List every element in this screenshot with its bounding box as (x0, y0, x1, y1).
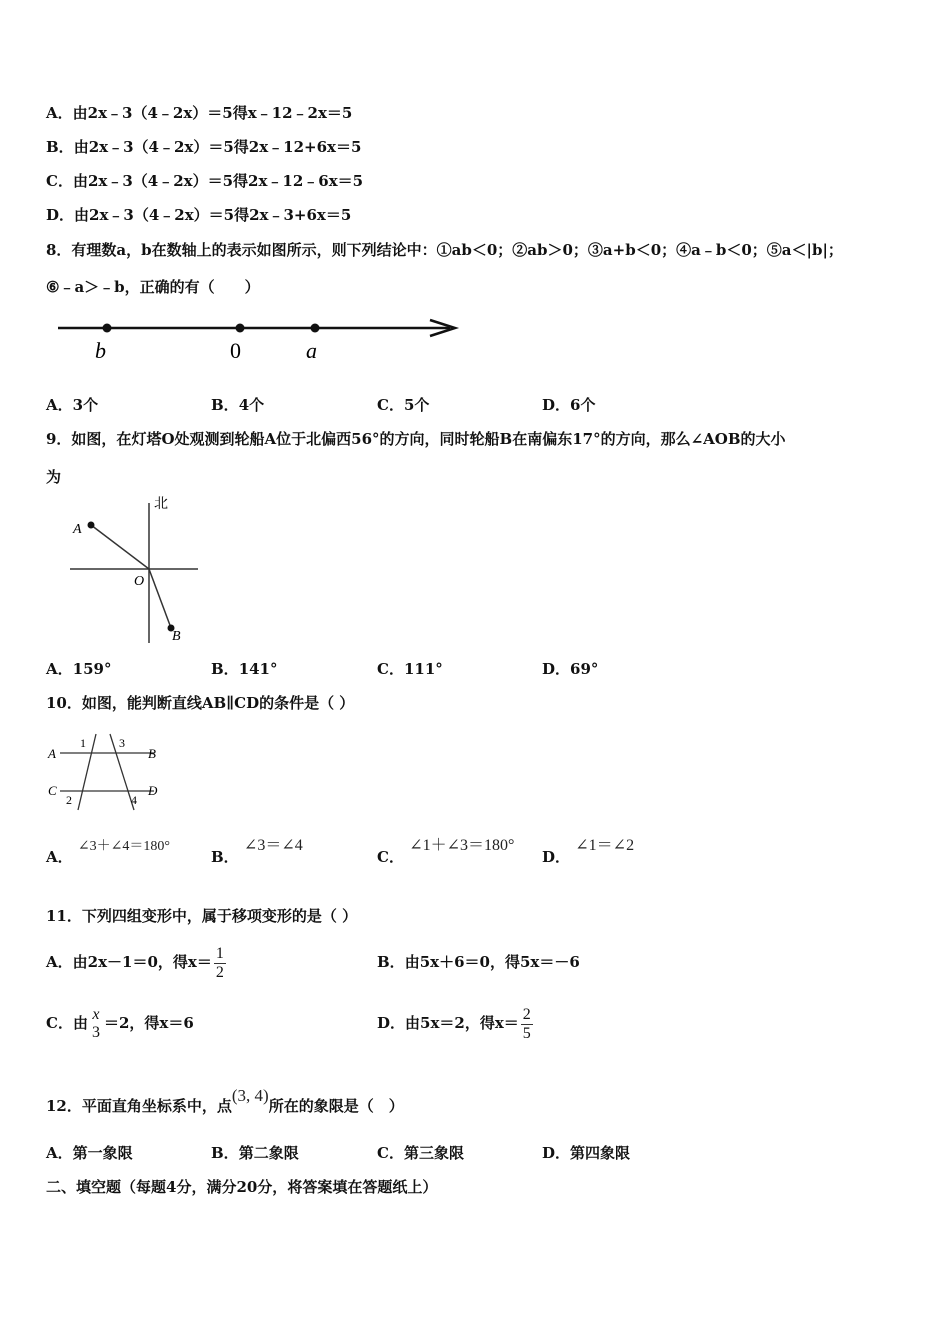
section2-title: 二、填空题（每题4分，满分20分，将答案填在答题纸上） (46, 1178, 438, 1196)
q10-option-a: A． ∠3＋∠4＝180° (46, 839, 170, 866)
angle-4-label: 4 (131, 793, 137, 807)
point-a (311, 324, 320, 333)
point-b (103, 324, 112, 333)
number-line-figure (50, 312, 470, 367)
q9-option-b: B．141° (211, 660, 278, 678)
q7-option-c: C．由2x﹣3（4﹣2x）＝5得2x﹣12﹣6x＝5 (46, 172, 364, 190)
q9-stem-line1: 9．如图，在灯塔O处观测到轮船A位于北偏西56°的方向，同时轮船B在南偏东17°的方向，那么∠AOB的大小 (46, 430, 786, 448)
q9-option-a: A．159° (46, 660, 112, 678)
point-a (88, 522, 95, 529)
q10-option-d: D． ∠1＝∠2 (542, 837, 635, 866)
q11-option-b: B．由5x＋6＝0，得5x＝－6 (377, 953, 580, 971)
q8-stem-line2: ⑥﹣a＞﹣b，正确的有（ ） (46, 278, 260, 296)
q12-stem: 12．平面直角坐标系中，点(3, 4)所在的象限是（ ） (46, 1086, 404, 1115)
q11-option-d: D．由5x＝2，得x＝ $\frac{2}{5}$ (377, 1005, 531, 1042)
label-o: O (134, 574, 145, 589)
q12-option-d: D．第四象限 (542, 1144, 631, 1162)
label-0: 0 (230, 338, 241, 363)
q10-option-a-math: ∠3＋∠4＝180° (77, 839, 170, 854)
q11-stem: 11．下列四组变形中，属于移项变形的是（ ） (46, 907, 358, 925)
q11-option-c: C．由 x 3 ＝2，得x＝6 (46, 1006, 194, 1041)
parallel-lines-figure (44, 730, 174, 815)
q7-option-d: D．由2x﹣3（4﹣2x）＝5得2x﹣3+6x＝5 (46, 206, 352, 224)
q12-option-c: C．第三象限 (377, 1144, 464, 1162)
point-0 (236, 324, 245, 333)
label-b: b (95, 338, 106, 363)
q12-point: (3, 4) (231, 1086, 269, 1105)
q11-option-a: A．由2x－1＝0，得x＝ $\frac{1}{2}$ (46, 944, 224, 981)
label-b: B (172, 629, 181, 644)
label-d: D (148, 783, 158, 798)
label-c: C (48, 783, 57, 798)
q8-option-d: D．6个 (542, 396, 596, 414)
label-north: 北 (154, 497, 168, 512)
q8-stem-line1: 8．有理数a，b在数轴上的表示如图所示，则下列结论中：①ab＜0；②ab＞0；③a+b＜0；④a﹣b＜0；⑤a＜|b|； (46, 241, 843, 259)
q10-option-c: C． ∠1＋∠3＝180° (377, 837, 515, 866)
q8-option-a: A．3个 (46, 396, 99, 414)
q10-option-c-math: ∠1＋∠3＝180° (409, 837, 515, 854)
q10-stem: 10．如图，能判断直线AB∥CD的条件是（ ） (46, 694, 355, 712)
q7-option-a: A．由2x﹣3（4﹣2x）＝5得x﹣12﹣2x＝5 (46, 104, 353, 122)
q8-option-b: B．4个 (211, 396, 265, 414)
ray-oa (91, 525, 149, 569)
q11-option-c-fraction: x 3 (91, 1006, 100, 1041)
label-a: a (306, 338, 317, 363)
lighthouse-figure (66, 493, 206, 645)
angle-1-label: 1 (80, 736, 86, 750)
q12-option-a: A．第一象限 (46, 1144, 133, 1162)
q11-option-d-fraction: $\frac{2}{5}$ (522, 1005, 531, 1042)
angle-3-label: 3 (119, 736, 125, 750)
q11-option-a-fraction: $\frac{1}{2}$ (215, 944, 224, 981)
q12-option-b: B．第二象限 (211, 1144, 299, 1162)
q9-option-d: D．69° (542, 660, 599, 678)
label-b: B (148, 746, 156, 761)
q10-option-b: B． ∠3＝∠4 (211, 837, 303, 866)
q8-option-c: C．5个 (377, 396, 430, 414)
q10-option-b-math: ∠3＝∠4 (243, 837, 303, 854)
label-a: A (73, 522, 82, 537)
angle-2-label: 2 (66, 793, 72, 807)
q9-stem-line2: 为 (46, 468, 62, 486)
q7-option-b: B．由2x﹣3（4﹣2x）＝5得2x﹣12+6x＝5 (46, 138, 362, 156)
label-a: A (48, 746, 56, 761)
ray-ob (149, 569, 171, 628)
q10-option-d-math: ∠1＝∠2 (575, 837, 635, 854)
q9-option-c: C．111° (377, 660, 443, 678)
